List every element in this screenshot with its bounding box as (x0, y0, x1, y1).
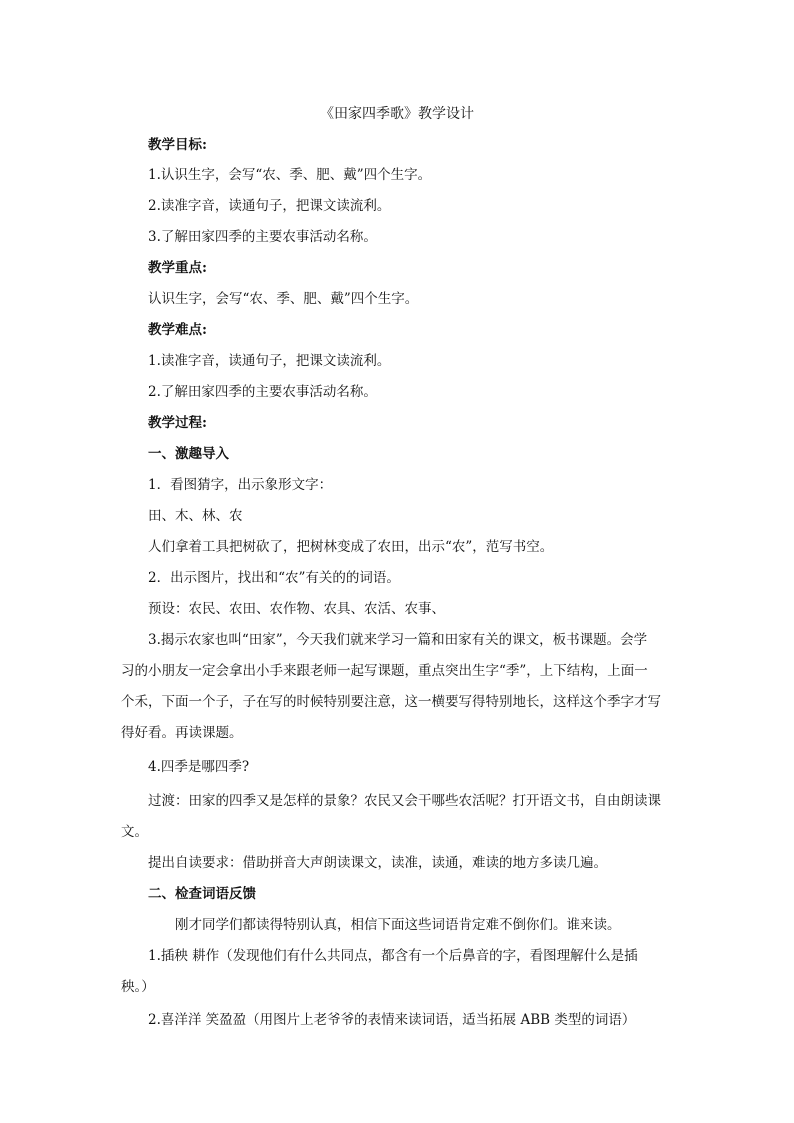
section2-heading: 二、检查词语反馈 (148, 886, 256, 902)
section2-item1-line: 1.插秧 耕作（发现他们有什么共同点，都含有一个后鼻音的字，看图理解什么是插 (148, 948, 638, 964)
goal-item: 2.读准字音，读通句子，把课文读流利。 (148, 198, 391, 214)
section1-preset: 预设：农民、农田、农作物、农具、农活、农事、 (148, 601, 445, 617)
goal-item: 1.认识生字，会写“农、季、肥、戴”四个生字。 (148, 167, 432, 183)
difficulties-heading: 教学难点: (148, 322, 207, 338)
section1-step3-line: 得好看。再读课题。 (121, 725, 243, 741)
section1-transition-line: 文。 (121, 824, 148, 840)
section2-item2: 2.喜洋洋 笑盈盈（用图片上老爷爷的表情来读词语，适当拓展 ABB 类型的词语） (148, 1012, 636, 1028)
section1-step1: 1．看图猜字，出示象形文字： (148, 477, 333, 493)
section2-intro: 刚才同学们都读得特别认真，相信下面这些词语肯定难不倒你们。谁来读。 (175, 917, 621, 933)
section1-step3-line: 个禾，下面一个子，子在写的时候特别要注意，这一横要写得特别地长，这样这个季字才写 (121, 694, 661, 710)
key-points-text: 认识生字，会写“农、季、肥、戴”四个生字。 (148, 291, 419, 307)
section1-step2: 2．出示图片，找出和“农”有关的的词语。 (148, 570, 400, 586)
key-points-heading: 教学重点: (148, 260, 207, 276)
section1-reading-requirement: 提出自读要求：借助拼音大声朗读课文，读准，读通，难读的地方多读几遍。 (148, 855, 607, 871)
process-heading: 教学过程: (148, 415, 207, 431)
section2-item1-line: 秧。） (121, 979, 155, 995)
document-title: 《田家四季歌》教学设计 (320, 106, 474, 122)
section1-heading: 一、激趣导入 (148, 446, 229, 462)
section1-step3-line: 3.揭示农家也叫“田家”，今天我们就来学习一篇和田家有关的课文，板书课题。会学 (148, 632, 648, 648)
goal-item: 3.了解田家四季的主要农事活动名称。 (148, 229, 377, 245)
section1-step1-desc: 人们拿着工具把树砍了，把树林变成了农田，出示“农”，范写书空。 (148, 539, 554, 555)
section1-transition-line: 过渡：田家的四季又是怎样的景象？农民又会干哪些农活呢？打开语文书，自由朗读课 (148, 793, 661, 809)
section1-step3-line: 习的小朋友一定会拿出小手来跟老师一起写课题，重点突出生字“季”，上下结构，上面一 (121, 663, 648, 679)
section1-step4: 4.四季是哪四季? (148, 759, 250, 775)
difficulty-item: 1.读准字音，读通句子，把课文读流利。 (148, 353, 391, 369)
difficulty-item: 2.了解田家四季的主要农事活动名称。 (148, 384, 377, 400)
goals-heading: 教学目标: (148, 137, 207, 153)
section1-chars: 田、木、林、农 (148, 508, 243, 524)
